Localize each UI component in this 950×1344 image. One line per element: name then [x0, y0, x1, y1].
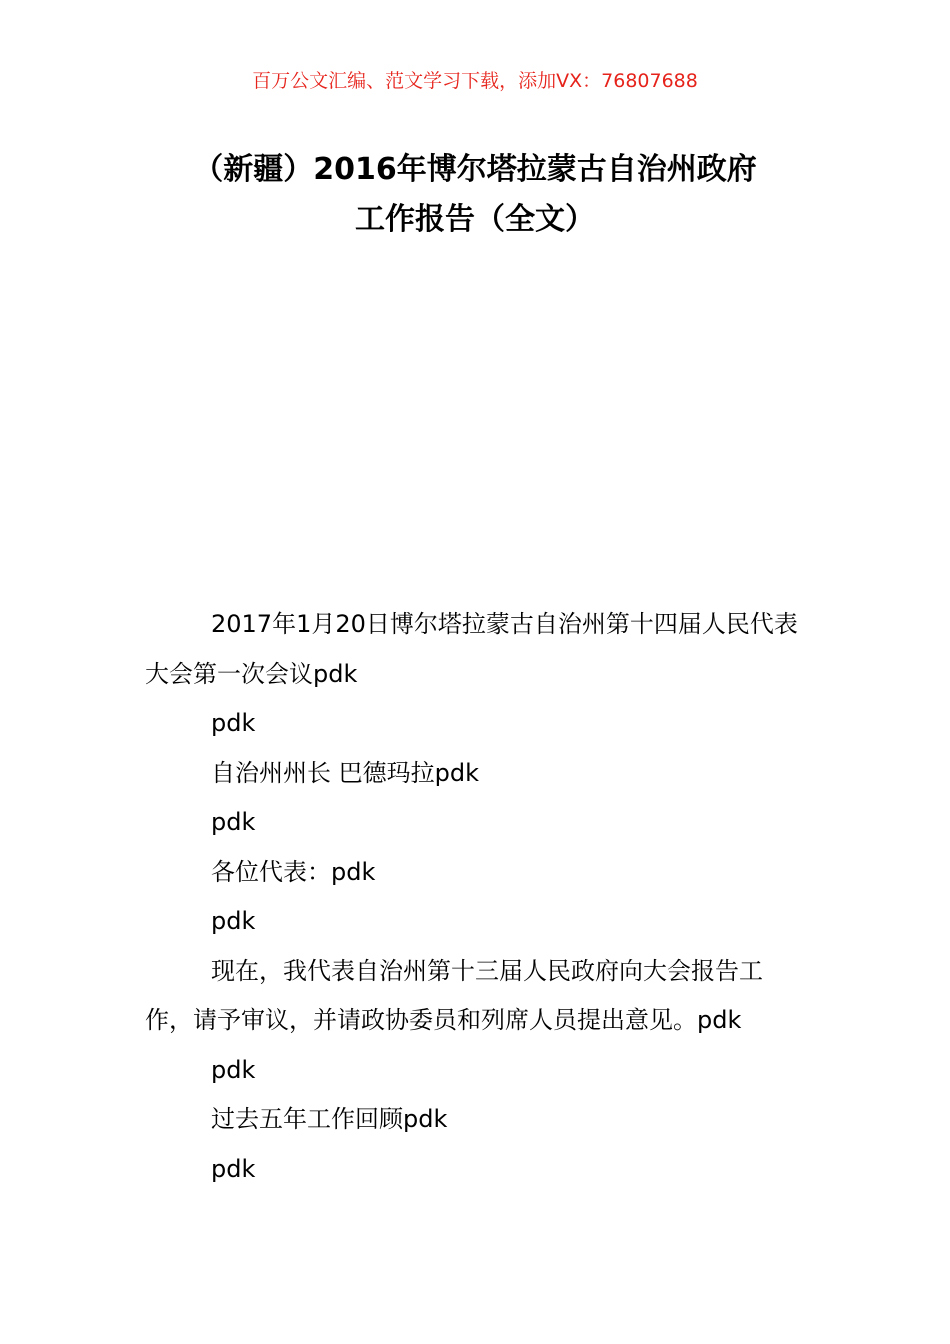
- paragraph-speaker: 自治州州长 巴德玛拉pdk: [211, 758, 479, 787]
- document-body: [145, 600, 810, 1194]
- watermark-header: 百万公文汇编、范文学习下载，添加VX：76807688: [252, 70, 698, 92]
- paragraph-meeting-info: 2017年1月20日博尔塔拉蒙古自治州第十四届人民代表大会第一次会议pdk: [145, 610, 798, 688]
- paragraph: pdk: [211, 709, 256, 737]
- paragraph: pdk: [211, 808, 256, 836]
- paragraph-section-heading: 过去五年工作回顾pdk: [211, 1105, 448, 1133]
- document-title-line-2: 工作报告（全文）: [355, 202, 595, 237]
- paragraph: pdk: [211, 1154, 256, 1183]
- paragraph: pdk: [211, 1055, 256, 1084]
- paragraph-salutation: 各位代表：pdk: [211, 857, 376, 886]
- paragraph-intro: 现在，我代表自治州第十三届人民政府向大会报告工作，请予审议，并请政协委员和列席人员提出意见。pdk: [145, 956, 763, 1034]
- document-title-line-1: （新疆）2016年博尔塔拉蒙古自治州政府: [193, 152, 757, 187]
- paragraph: pdk: [211, 907, 256, 935]
